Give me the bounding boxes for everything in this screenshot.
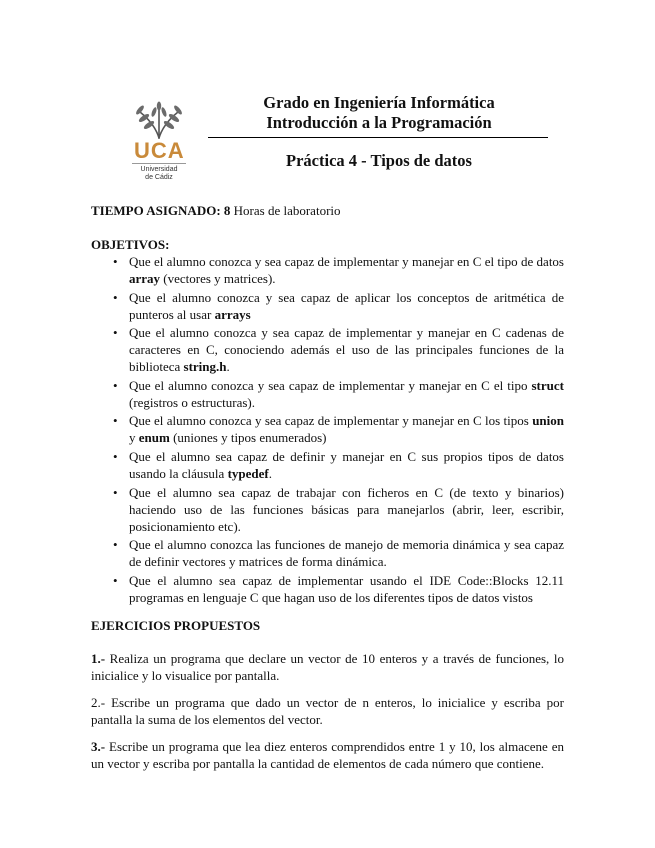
list-item: • Que el alumno sea capaz de implementar usando el IDE Code::Blocks 12.11 programas en lenguaje C que hagan uso de los diferentes tipos de datos vistos <box>113 572 564 605</box>
bullet-icon: • <box>113 572 118 588</box>
list-item: • Que el alumno conozca y sea capaz de implementar y manejar en C el tipo de datos array (vectores y matrices). <box>113 254 564 286</box>
objectives-heading: OBJETIVOS: <box>91 237 170 252</box>
logo-subtitle-2: de Cádiz <box>145 174 173 181</box>
objectives-list <box>91 253 564 607</box>
logo-text: UCA <box>134 138 185 163</box>
bullet-icon: • <box>113 448 118 464</box>
exercise-1: 1.- Realiza un programa que declare un vector de 10 enteros y a través de funciones, lo inicialice y lo visualice por pantalla. <box>91 651 564 683</box>
list-item: • Que el alumno conozca y sea capaz de implementar y manejar en C los tipos union y enum (uniones y tipos enumerados) <box>113 413 564 446</box>
exercise-2: 2.- Escribe un programa que dado un vector de n enteros, lo inicialice y escriba por pantalla la suma de los elementos del vector. <box>91 695 564 727</box>
laurel-emblem-icon <box>126 100 192 140</box>
bullet-icon: • <box>113 484 118 500</box>
header-rule <box>208 137 548 138</box>
list-item: • Que el alumno conozca y sea capaz de implementar y manejar en C el tipo struct (registros o estructuras). <box>113 377 564 410</box>
bullet-icon: • <box>113 289 118 305</box>
logo-divider <box>132 163 186 164</box>
course-title: Introducción a la Programación <box>266 113 492 132</box>
list-item: • Que el alumno conozca y sea capaz de implementar y manejar en C cadenas de caracteres en C, conociendo además el uso de las principales funciones de la biblioteca string.h. <box>113 325 564 375</box>
bullet-icon: • <box>113 377 118 393</box>
university-logo <box>126 100 192 184</box>
time-unit: Horas de laboratorio <box>233 203 341 218</box>
degree-title: Grado en Ingeniería Informática <box>263 93 495 112</box>
bullet-icon: • <box>113 413 118 429</box>
list-item: • Que el alumno sea capaz de definir y manejar en C sus propios tipos de datos usando la cláusula typedef. <box>113 448 564 481</box>
list-item: • Que el alumno conozca y sea capaz de aplicar los conceptos de aritmética de punteros al usar arrays <box>113 289 564 322</box>
exercises-heading: EJERCICIOS PROPUESTOS <box>91 618 261 633</box>
practice-title: Práctica 4 - Tipos de datos <box>286 151 472 170</box>
exercise-3: 3.- Escribe un programa que lea diez enteros comprendidos entre 1 y 10, los almacene en un vector y escriba por pantalla la cantidad de elementos de cada número que contiene. <box>91 739 564 771</box>
logo-subtitle-1: Universidad <box>140 166 178 173</box>
list-item: • Que el alumno sea capaz de trabajar con ficheros en C (de texto y binarios) haciendo uso de las funciones básicas para manejarlos (abrir, leer, escribir, posicionamiento etc). <box>113 484 564 534</box>
list-item: • Que el alumno conozca las funciones de manejo de memoria dinámica y sea capaz de definir vectores y matrices de forma dinámica. <box>113 537 564 570</box>
bullet-icon: • <box>113 325 118 341</box>
bullet-icon: • <box>113 537 118 553</box>
bullet-icon: • <box>113 254 118 269</box>
time-assigned <box>91 202 341 219</box>
time-label: TIEMPO ASIGNADO: <box>91 203 221 218</box>
time-value: 8 <box>223 203 231 218</box>
